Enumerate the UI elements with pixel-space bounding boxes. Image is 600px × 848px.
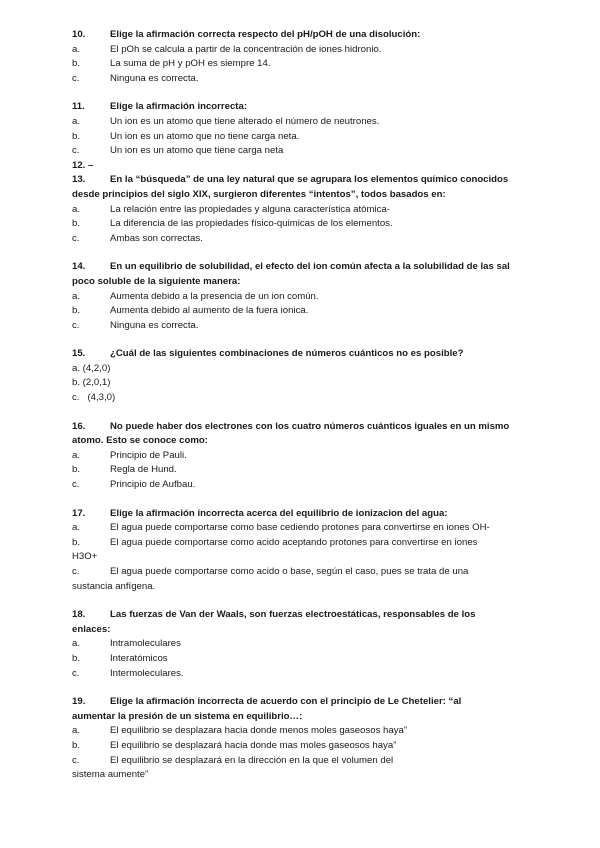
- option-a[interactable]: a. El equilibrio se desplazara hacia donde menos moles gaseosos haya”: [72, 725, 408, 737]
- option-a[interactable]: a. La relación entre las propiedades y alguna característica atómica-: [72, 203, 390, 215]
- question-number: 16.: [72, 420, 86, 432]
- question-text: Elige la afirmación incorrecta de acuerdo con el principio de Le Chetelier: “al: [110, 696, 462, 708]
- question-number: 15.: [72, 348, 86, 360]
- question-text: Elige la afirmación incorrecta acerca del equilibrio de ionizacion del agua:: [110, 507, 448, 519]
- question-text: Elige la afirmación correcta respecto del pH/pOH de una disolución:: [110, 29, 421, 40]
- question-number: 11.: [72, 101, 85, 113]
- question-19: [72, 695, 532, 783]
- option-a[interactable]: a. El agua puede comportarse como base cediendo protones para convertirse en iones OH-: [72, 522, 490, 534]
- option-a[interactable]: a. El pOh se calcula a partir de la concentración de iones hidronio.: [72, 43, 382, 55]
- option-c[interactable]: c. Ninguna es correcta.: [72, 319, 199, 331]
- option-c[interactable]: c. Principio de Aufbau.: [72, 479, 196, 491]
- question-text: ¿Cuál de las siguientes combinaciones de números cuánticos no es posible?: [110, 348, 464, 360]
- option-c[interactable]: c. Ambas son correctas.: [72, 232, 203, 244]
- option-b[interactable]: b. El agua puede comportarse como acido aceptando protones para convertirse en iones H3O+: [72, 536, 478, 563]
- option-c[interactable]: c. (4,3,0): [72, 392, 116, 404]
- option-b[interactable]: b. Regla de Hund.: [72, 464, 177, 476]
- question-text-cont: poco soluble de la siguiente manera:: [72, 275, 241, 287]
- question-text: No puede haber dos electrones con los cuatro números cuánticos iguales en un mismo: [110, 420, 510, 432]
- questions-list: [72, 28, 532, 797]
- question-number: 10.: [72, 29, 86, 40]
- question-14: [72, 260, 532, 333]
- option-c[interactable]: c. El equilibrio se desplazará en la dirección en la que el volumen del sistema aumente”: [72, 754, 394, 781]
- question-text: En la “búsqueda” de una ley natural que se agrupara los elementos químico conocidos: [110, 174, 509, 186]
- question-10: [72, 28, 532, 86]
- option-b[interactable]: b. Interatómicos: [72, 652, 168, 664]
- question-12: [72, 159, 532, 174]
- option-c[interactable]: c. Intermoleculares.: [72, 667, 184, 679]
- option-b[interactable]: b. Un ion es un atomo que no tiene carga neta.: [72, 130, 300, 142]
- question-text-cont: aumentar la presión de un sistema en equilibrio…:: [72, 710, 303, 722]
- question-text-cont: atomo. Esto se conoce como:: [72, 435, 208, 447]
- question-text-cont: desde principios del siglo XIX, surgieron diferentes “intentos”, todos basados en:: [72, 188, 446, 200]
- question-13: [72, 173, 532, 246]
- option-b[interactable]: b. (2,0,1): [72, 377, 111, 389]
- option-b[interactable]: b. El equilibrio se desplazará hacia donde mas moles gaseosos haya”: [72, 739, 397, 751]
- option-b[interactable]: b. La diferencia de las propiedades físico-quimicas de los elementos.: [72, 218, 393, 230]
- question-text: Las fuerzas de Van der Waals, son fuerzas electroestáticas, responsables de los: [110, 609, 476, 621]
- question-number: 14.: [72, 261, 86, 273]
- option-c[interactable]: c. Un ion es un atomo que tiene carga neta: [72, 145, 284, 157]
- option-a[interactable]: a. Un ion es un atomo que tiene alterado el número de neutrones.: [72, 115, 380, 127]
- question-16: [72, 420, 532, 493]
- option-a[interactable]: a. Intramoleculares: [72, 638, 181, 650]
- option-c[interactable]: c. El agua puede comportarse como acido o base, según el caso, pues se trata de una sustancia anfígena.: [72, 566, 469, 592]
- option-a[interactable]: a. Principio de Pauli.: [72, 449, 187, 461]
- option-b[interactable]: b. La suma de pH y pOH es siempre 14.: [72, 58, 271, 70]
- question-number: 12. –: [72, 159, 94, 171]
- question-11: [72, 100, 532, 158]
- question-number: 18.: [72, 609, 86, 621]
- option-c[interactable]: c. Ninguna es correcta.: [72, 72, 199, 84]
- question-15: [72, 347, 532, 405]
- question-number: 17.: [72, 507, 86, 519]
- option-b[interactable]: b. Aumenta debido al aumento de la fuera ionica.: [72, 305, 309, 317]
- question-text-cont: enlaces:: [72, 623, 111, 635]
- question-number: 19.: [72, 696, 86, 708]
- question-text: En un equilibrio de solubilidad, el efecto del ion común afecta a la solubilidad de las sal: [110, 261, 510, 273]
- question-number: 13.: [72, 174, 86, 186]
- question-17: [72, 507, 532, 595]
- option-a[interactable]: a. (4,2,0): [72, 362, 111, 374]
- question-18: [72, 608, 532, 681]
- option-a[interactable]: a. Aumenta debido a la presencia de un ion común.: [72, 290, 319, 302]
- question-text: Elige la afirmación incorrecta:: [110, 101, 248, 113]
